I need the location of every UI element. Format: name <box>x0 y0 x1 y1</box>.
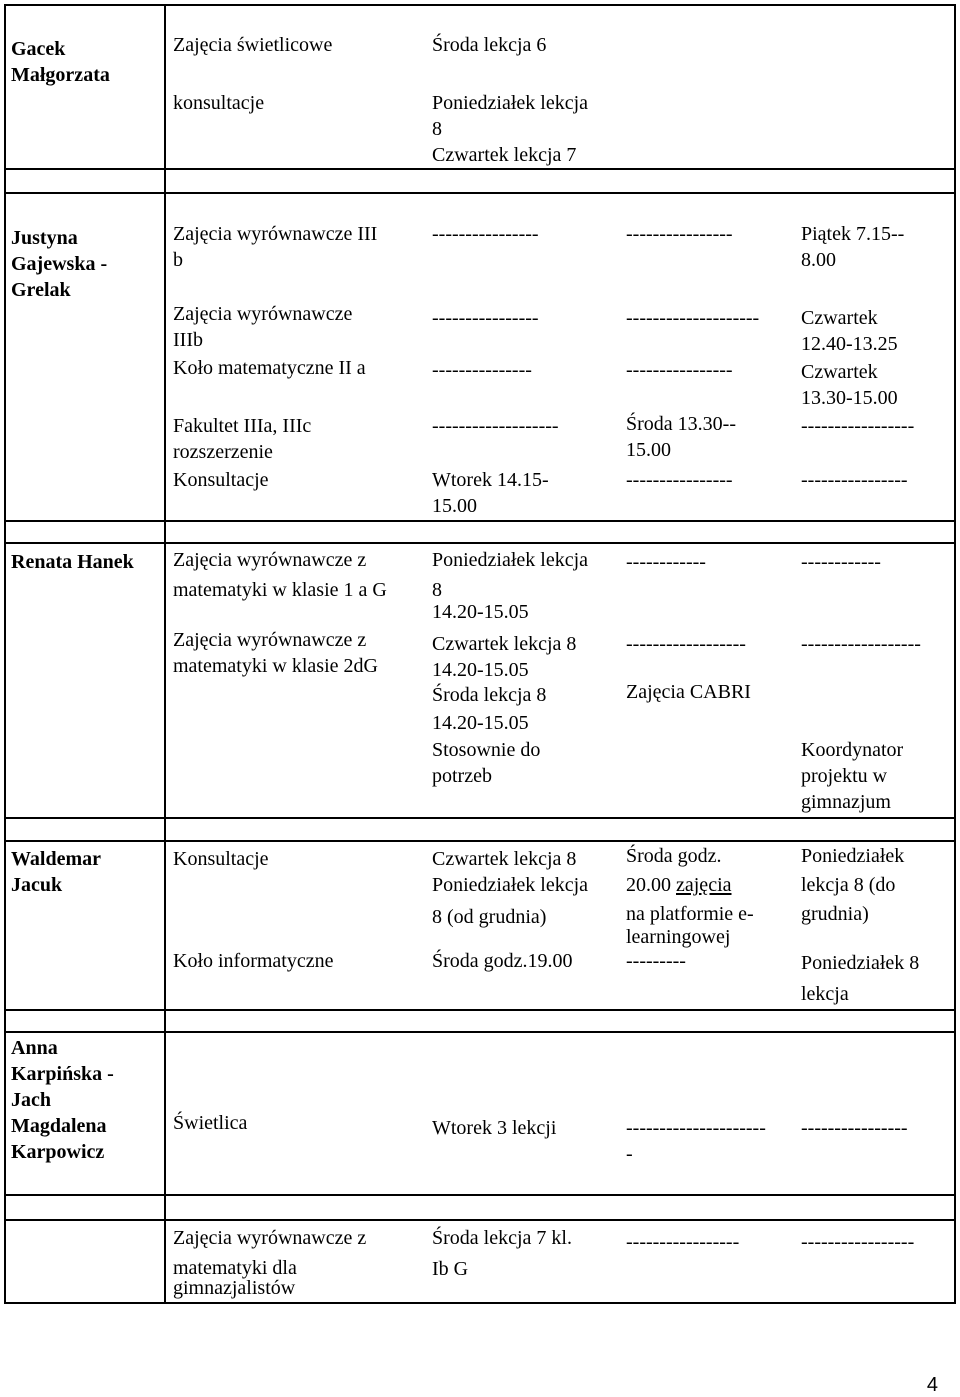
activity-cell: Koło informatyczne <box>173 950 334 972</box>
activity-cell: Zajęcia wyrównawcze III b <box>173 223 378 271</box>
page-number: 4 <box>926 1374 938 1396</box>
row-divider <box>4 192 956 194</box>
table-border-bottom <box>4 1302 956 1304</box>
schedule-cell: Środa lekcja 7 kl. Ib G <box>432 1227 572 1280</box>
activity-cell: Zajęcia świetlicowe <box>173 34 333 56</box>
schedule-cell: Środa godz.19.00 <box>432 950 573 972</box>
schedule-cell: Czwartek lekcja 8 Poniedziałek lekcja 8 (od grudnia) <box>432 848 589 928</box>
schedule-cell: --------- <box>626 950 686 972</box>
activity-cell: Zajęcia wyrównawcze z matematyki dla gimnazjalistów <box>173 1227 367 1299</box>
schedule-cell: ----------------- <box>626 1231 740 1253</box>
column-divider <box>164 4 166 1304</box>
table-border-top <box>4 4 956 6</box>
activity-cell: Fakultet IIIa, IIIc rozszerzenie <box>173 415 312 463</box>
schedule-cell: ---------------- <box>801 1117 908 1139</box>
row-divider <box>4 542 956 544</box>
activity-cell: Koło matematyczne II a <box>173 357 366 379</box>
schedule-cell: ------------------- <box>432 415 559 437</box>
schedule-cell: ------------ <box>801 551 881 573</box>
schedule-cell: ----------------- <box>801 1231 915 1253</box>
activity-cell: Konsultacje <box>173 848 269 870</box>
schedule-cell: -------------------- <box>626 307 760 329</box>
row-divider <box>4 520 956 522</box>
teacher-name: Waldemar Jacuk <box>11 848 101 896</box>
schedule-cell: ---------------- <box>626 359 733 381</box>
row-divider <box>4 1194 956 1196</box>
schedule-cell: Stosownie do potrzeb <box>432 739 541 787</box>
row-divider <box>4 1219 956 1221</box>
activity-cell: Zajęcia wyrównawcze IIIb <box>173 303 353 351</box>
schedule-cell: Poniedziałek lekcja 8 14.20-15.05 <box>432 549 589 623</box>
schedule-cell: Poniedziałek lekcja 8 (do grudnia) <box>801 845 905 925</box>
teacher-name: Gacek Małgorzata <box>11 38 110 86</box>
activity-cell: konsultacje <box>173 92 265 114</box>
schedule-cell: ---------------- <box>626 469 733 491</box>
schedule-cell: Środa 13.30-- 15.00 <box>626 413 736 461</box>
schedule-cell: Środa godz. 20.00 zajęcia na platformie e- learningowej <box>626 845 754 948</box>
schedule-cell: --------------- <box>432 359 532 381</box>
schedule-cell: ------------------ <box>626 633 746 655</box>
activity-cell: Świetlica <box>173 1112 248 1134</box>
schedule-cell: Wtorek 3 lekcji <box>432 1117 557 1139</box>
schedule-cell: Środa lekcja 8 14.20-15.05 <box>432 684 547 734</box>
table-border-right <box>954 4 956 1304</box>
schedule-cell: ------------------ <box>801 633 921 655</box>
schedule-cell: --------------------- - <box>626 1117 766 1165</box>
activity-cell: Zajęcia wyrównawcze z matematyki w klasie 1 a G <box>173 549 387 601</box>
schedule-cell: Piątek 7.15-- 8.00 <box>801 223 905 271</box>
activity-cell: Konsultacje <box>173 469 269 491</box>
schedule-cell: ---------------- <box>432 307 539 329</box>
teacher-name: Anna Karpińska - Jach Magdalena Karpowicz <box>11 1037 114 1163</box>
teacher-name: Justyna Gajewska - Grelak <box>11 227 108 301</box>
table-border-left <box>4 4 6 1304</box>
schedule-cell: ---------------- <box>626 223 733 245</box>
schedule-cell: Zajęcia CABRI <box>626 681 751 703</box>
schedule-cell: Koordynator projektu w gimnazjum <box>801 739 904 813</box>
schedule-cell: Poniedziałek lekcja 8 Czwartek lekcja 7 <box>432 92 589 166</box>
activity-cell: Zajęcia wyrównawcze z matematyki w klasie 2dG <box>173 629 378 677</box>
schedule-cell: Czwartek 12.40-13.25 <box>801 307 898 355</box>
row-divider <box>4 1031 956 1033</box>
schedule-cell: Poniedziałek 8 lekcja <box>801 952 920 1005</box>
teacher-name: Renata Hanek <box>11 551 134 573</box>
schedule-cell: Czwartek 13.30-15.00 <box>801 361 898 409</box>
row-divider <box>4 168 956 170</box>
schedule-cell: Czwartek lekcja 8 14.20-15.05 <box>432 633 577 681</box>
schedule-cell: ------------ <box>626 551 706 573</box>
row-divider <box>4 817 956 819</box>
schedule-cell: Wtorek 14.15- 15.00 <box>432 469 549 517</box>
schedule-cell: ---------------- <box>432 223 539 245</box>
schedule-cell: ----------------- <box>801 415 915 437</box>
schedule-cell: ---------------- <box>801 469 908 491</box>
schedule-cell: Środa lekcja 6 <box>432 34 547 56</box>
